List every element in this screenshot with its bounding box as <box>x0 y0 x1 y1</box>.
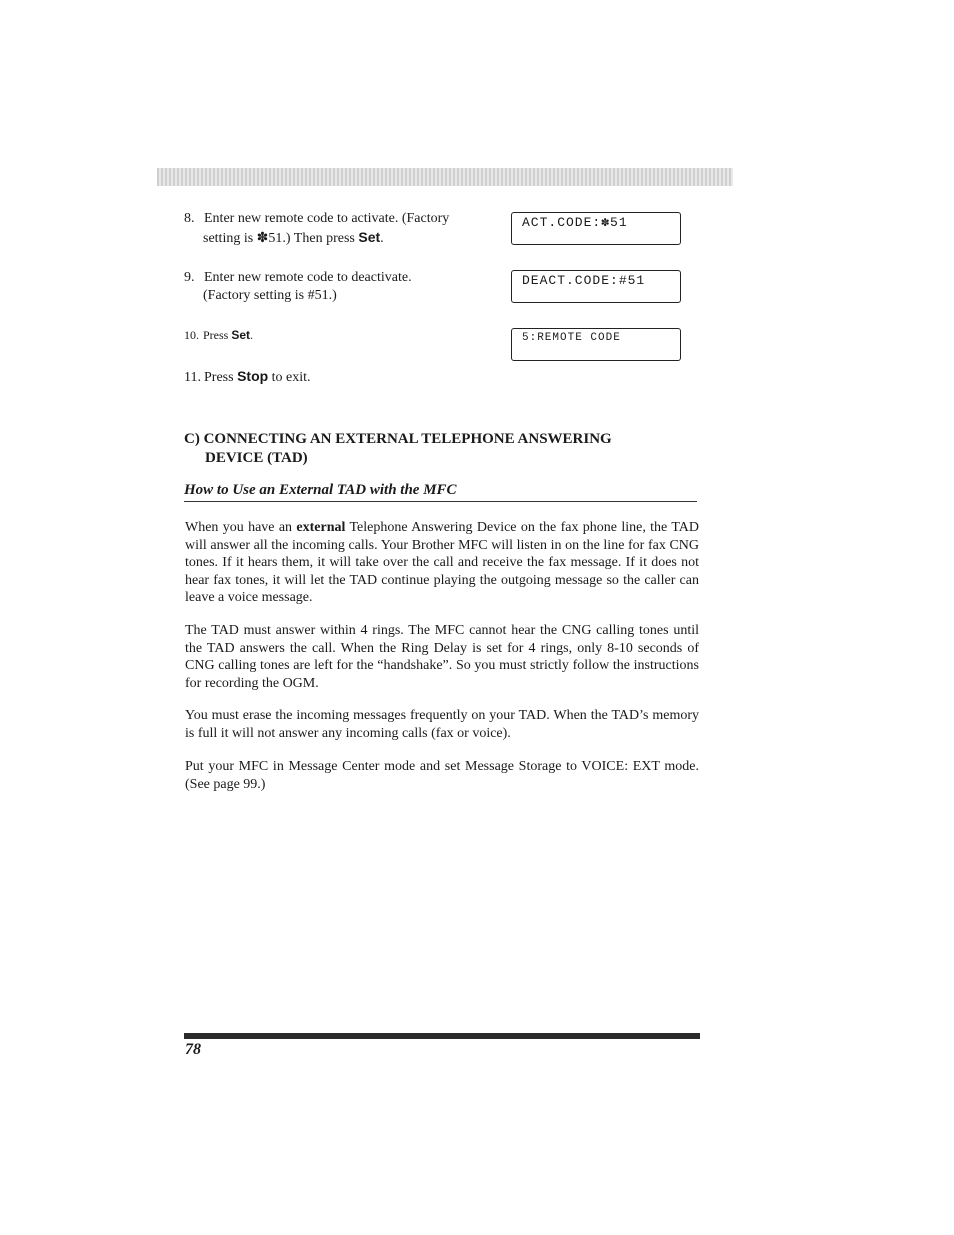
subheading: How to Use an External TAD with the MFC <box>184 482 697 502</box>
stop-key-label: Stop <box>237 368 269 384</box>
lcd-display-deact-code: DEACT.CODE:#51 <box>511 270 681 303</box>
header-band <box>157 168 733 186</box>
step-11: 11. Press Stop to exit. <box>184 368 311 385</box>
paragraph-3: You must erase the incoming messages frequently on your TAD. When the TAD’s memory is full it will not answer any incoming calls (fax or voice). <box>185 708 699 741</box>
step-8-line1: Enter new remote code to activate. (Factory <box>204 211 450 226</box>
paragraph-2: The TAD must answer within 4 rings. The MFC cannot hear the CNG calling tones until the TAD answers the call. When the Ring Delay is set for 4 rings, only 8-10 seconds of CNG calling tones are left for the “handshake”. So you must strictly follow the instructions for recording the OGM. <box>185 623 699 691</box>
lcd-display-remote-code: 5:REMOTE CODE <box>511 328 681 361</box>
set-key-label: Set <box>358 229 381 245</box>
footer-bar <box>184 1033 700 1039</box>
step-9: 9. Enter new remote code to deactivate. (Factory setting is #51.) <box>184 270 412 303</box>
section-title: C) CONNECTING AN EXTERNAL TELEPHONE ANSWERING DEVICE (TAD) <box>184 431 612 466</box>
lcd-display-act-code: ACT.CODE:✽51 <box>511 212 681 245</box>
set-key-label: Set <box>231 328 251 342</box>
step-10: 10. Press Set. <box>184 328 254 342</box>
page-number: 78 <box>185 1041 201 1058</box>
step-9-line1: Enter new remote code to deactivate. <box>204 270 412 285</box>
step-8: 8. Enter new remote code to activate. (Factory setting is ✽51.) Then press Set. <box>184 211 450 246</box>
paragraph-4: Put your MFC in Message Center mode and set Message Storage to VOICE: EXT mode. (See page 99.) <box>185 759 699 792</box>
paragraph-1: When you have an external Telephone Answering Device on the fax phone line, the TAD will answer all the incoming calls. Your Brother MFC will listen in on the line for fax CNG tones. If it hears them, it will take over the call and receive the fax message. If it does not hear fax tones, it will let the TAD continue playing the outgoing message so the caller can leave a voice message. <box>185 520 699 606</box>
